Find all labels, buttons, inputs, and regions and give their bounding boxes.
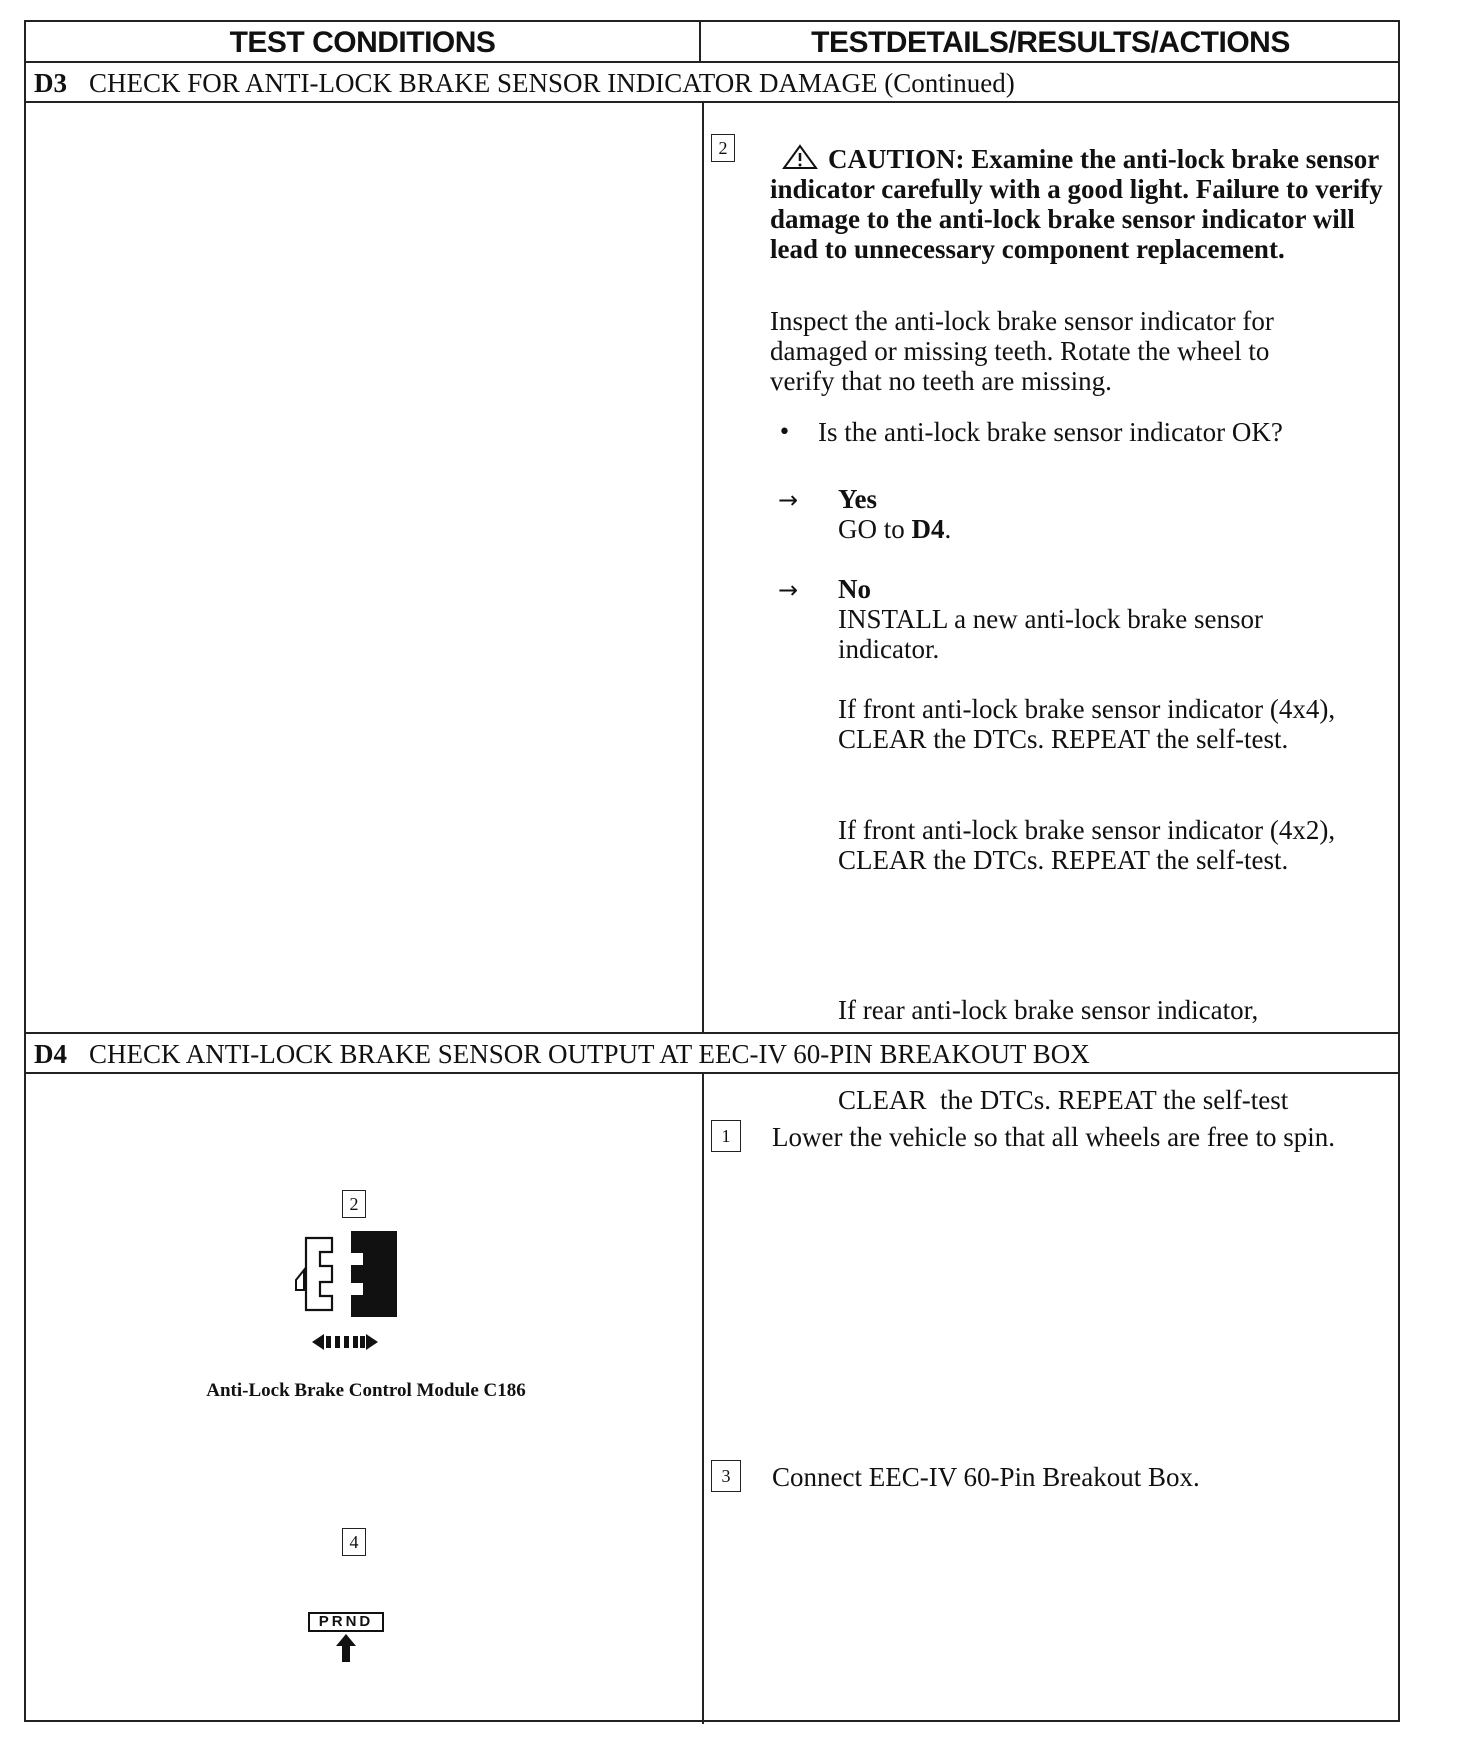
table-header — [26, 22, 1398, 63]
d3-yes-action-target: D4 — [911, 514, 945, 544]
d3-cond-line: If rear anti-lock brake sensor indicator, — [838, 995, 1259, 1025]
d3-cond-line: CLEAR the DTCs. REPEAT the self-test. — [838, 724, 1289, 754]
d4-step-3-text: Connect EEC-IV 60-Pin Breakout Box. — [772, 1462, 1200, 1492]
d3-no-action-line: INSTALL a new anti-lock brake sensor — [838, 604, 1263, 634]
d3-cond-line: If front anti-lock brake sensor indicator (4x2), — [838, 815, 1336, 845]
diagnostic-table — [24, 20, 1400, 1722]
d3-instruction-line: verify that no teeth are missing. — [770, 366, 1112, 396]
d3-yes-action-prefix: GO to — [838, 514, 912, 544]
gear-pointer-icon — [336, 1634, 356, 1662]
connector-icon — [284, 1230, 424, 1360]
section-d4-title: CHECK ANTI-LOCK BRAKE SENSOR OUTPUT AT EEC-IV 60-PIN BREAKOUT BOX — [89, 1039, 1090, 1069]
d3-caution — [770, 144, 1400, 264]
d3-cond-line: CLEAR the DTCs. REPEAT the self-test. — [838, 845, 1289, 875]
fig-step-4-box: 4 — [342, 1528, 366, 1556]
d3-instruction-line: Inspect the anti-lock brake sensor indicator for — [770, 306, 1274, 336]
d3-cond-front-4x4 — [838, 694, 1398, 754]
d3-no-action — [838, 604, 1263, 664]
section-d3-id: D3 — [34, 68, 67, 98]
d3-no-action-line: indicator. — [838, 634, 940, 664]
d3-cond-front-4x2 — [838, 815, 1398, 875]
fig-caption: Anti-Lock Brake Control Module C186 — [206, 1380, 526, 1401]
bullet-icon: • — [778, 420, 791, 445]
header-test-details: TESTDETAILS/RESULTS/ACTIONS — [811, 26, 1290, 59]
d3-instruction-line: damaged or missing teeth. Rotate the wheel to — [770, 336, 1270, 366]
d3-yes-action-suffix: . — [944, 514, 952, 544]
d4-step-1-text: Lower the vehicle so that all wheels are free to spin. — [772, 1122, 1336, 1152]
d3-column-divider — [702, 103, 704, 1033]
section-d4-bar — [26, 1034, 1398, 1074]
d3-question: Is the anti-lock brake sensor indicator OK? — [818, 417, 1283, 447]
section-d4-id: D4 — [34, 1039, 67, 1069]
fig-step-2-box: 2 — [342, 1190, 366, 1218]
d3-cond-line: CLEAR the DTCs. REPEAT the self-test — [838, 1085, 1289, 1115]
section-d3-title: CHECK FOR ANTI-LOCK BRAKE SENSOR INDICATOR DAMAGE (Continued) — [89, 68, 1015, 98]
gear-selector-icon: PRND — [308, 1612, 384, 1632]
warning-triangle-icon — [782, 144, 818, 170]
right-arrow-icon: → — [778, 486, 799, 514]
d3-yes-action — [838, 514, 951, 544]
d3-no-label: No — [838, 574, 871, 604]
d4-step-3-box: 3 — [711, 1460, 741, 1492]
d3-caution-text: CAUTION: Examine the anti-lock brake sensor indicator carefully with a good light. Failure to verify damage to the anti-lock brake sensor indicator will lead to unnecessary component replacement. — [770, 144, 1383, 264]
d3-yes-label: Yes — [838, 484, 877, 514]
d3-instruction — [770, 306, 1400, 396]
d3-cond-line: If front anti-lock brake sensor indicator (4x4), — [838, 694, 1336, 724]
header-test-conditions: TEST CONDITIONS — [26, 22, 701, 61]
right-arrow-icon: → — [778, 576, 799, 604]
section-d3-bar — [26, 63, 1398, 103]
d4-step-1-box: 1 — [711, 1120, 741, 1152]
d4-column-divider — [702, 1074, 704, 1724]
d3-step-2-box: 2 — [711, 134, 735, 162]
